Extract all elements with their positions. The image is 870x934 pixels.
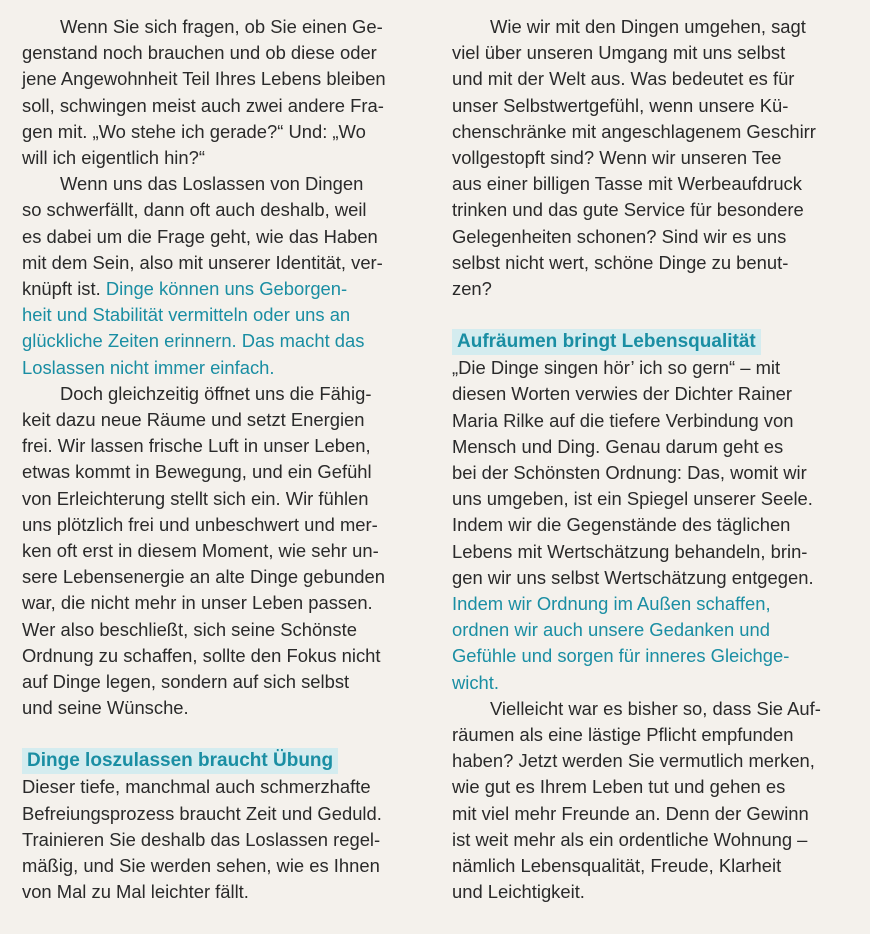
text-line: von Erleichterung stellt sich ein. Wir fühlen bbox=[22, 487, 369, 509]
text-line: zen? bbox=[452, 278, 492, 300]
paragraph bbox=[22, 14, 422, 171]
paragraph bbox=[22, 381, 422, 722]
paragraph bbox=[22, 171, 422, 381]
text-line: ken oft erst in diesem Moment, wie sehr un- bbox=[22, 540, 379, 562]
text-line: so schwerfällt, dann oft auch deshalb, weil bbox=[22, 199, 367, 221]
text-line: nämlich Lebensqualität, Freude, Klarheit bbox=[452, 855, 782, 877]
section-heading: Dinge loszulassen braucht Übung bbox=[22, 748, 338, 774]
text-line: unser Selbstwertgefühl, wenn unsere Kü- bbox=[452, 94, 789, 116]
text-line: gen wir uns selbst Wertschätzung entgegen. bbox=[452, 566, 814, 588]
highlight-line: heit und Stabilität vermitteln oder uns an bbox=[22, 304, 351, 326]
text-line: uns plötzlich frei und unbeschwert und mer- bbox=[22, 513, 378, 535]
spacer bbox=[22, 721, 422, 747]
text-line: Wenn uns das Loslassen von Dingen bbox=[60, 173, 364, 195]
text-line: Trainieren Sie deshalb das Loslassen regel- bbox=[22, 828, 381, 850]
left-column bbox=[22, 14, 422, 906]
text-line: und Leichtigkeit. bbox=[452, 881, 585, 903]
text-line: trinken und das gute Service für besondere bbox=[452, 199, 804, 221]
text-line: Doch gleichzeitig öffnet uns die Fähig- bbox=[60, 382, 372, 404]
text-line: und mit der Welt aus. Was bedeutet es für bbox=[452, 68, 795, 90]
text-line: gen mit. „Wo stehe ich gerade?“ Und: „Wo bbox=[22, 120, 366, 142]
text-line: keit dazu neue Räume und setzt Energien bbox=[22, 409, 365, 431]
text-line: jene Angewohnheit Teil Ihres Lebens bleiben bbox=[22, 68, 386, 90]
highlight-line: glückliche Zeiten erinnern. Das macht das bbox=[22, 330, 365, 352]
text-line: mäßig, und Sie werden sehen, wie es Ihnen bbox=[22, 855, 380, 877]
paragraph bbox=[452, 696, 850, 906]
text-line: „Die Dinge singen hör’ ich so gern“ – mit bbox=[452, 357, 781, 379]
text-line: frei. Wir lassen frische Luft in unser Leben, bbox=[22, 435, 371, 457]
highlight-line: Gefühle und sorgen für inneres Gleichge- bbox=[452, 645, 790, 667]
right-column bbox=[452, 14, 850, 906]
text-line: auf Dinge legen, sondern auf sich selbst bbox=[22, 671, 350, 693]
text-line: Lebens mit Wertschätzung behandeln, brin- bbox=[452, 540, 808, 562]
text-line: diesen Worten verwies der Dichter Rainer bbox=[452, 383, 793, 405]
text-line: Gelegenheiten schonen? Sind wir es uns bbox=[452, 225, 787, 247]
section-heading: Aufräumen bringt Lebensqualität bbox=[452, 329, 761, 355]
highlight-text: Dinge können uns Geborgen- bbox=[105, 278, 348, 300]
text-line: es dabei um die Frage geht, wie das Haben bbox=[22, 225, 378, 247]
text-line: will ich eigentlich hin?“ bbox=[22, 147, 205, 169]
paragraph bbox=[452, 14, 850, 302]
text-line: Befreiungsprozess braucht Zeit und Geduld. bbox=[22, 802, 382, 824]
text-line: wie gut es Ihrem Leben tut und gehen es bbox=[452, 776, 786, 798]
text-line: mit dem Sein, also mit unserer Identität, ver- bbox=[22, 251, 383, 273]
text-line: Wenn Sie sich fragen, ob Sie einen Ge- bbox=[60, 16, 383, 37]
text-line: ist weit mehr als ein ordentliche Wohnung – bbox=[452, 828, 808, 850]
paragraph bbox=[452, 355, 850, 696]
text-line: selbst nicht wert, schöne Dinge zu benut- bbox=[452, 251, 789, 273]
text-line: war, die nicht mehr in unser Leben passen. bbox=[22, 592, 373, 614]
text-line: Wer also beschließt, sich seine Schönste bbox=[22, 618, 357, 640]
spacer bbox=[452, 302, 850, 328]
text-line: mit viel mehr Freunde an. Denn der Gewinn bbox=[452, 802, 809, 824]
text-line: soll, schwingen meist auch zwei andere Fra- bbox=[22, 94, 384, 116]
text-line: viel über unseren Umgang mit uns selbst bbox=[452, 42, 786, 64]
text-line: chenschränke mit angeschlagenem Geschirr bbox=[452, 120, 816, 142]
text-line: Indem wir die Gegenstände des täglichen bbox=[452, 514, 791, 536]
highlight-line: ordnen wir auch unsere Gedanken und bbox=[452, 619, 770, 641]
highlight-line: Loslassen nicht immer einfach. bbox=[22, 356, 275, 378]
text-line: genstand noch brauchen und ob diese oder bbox=[22, 42, 377, 64]
text-fragment: knüpft ist. bbox=[22, 278, 101, 300]
text-line: Ordnung zu schaffen, sollte den Fokus nicht bbox=[22, 644, 381, 666]
text-line: von Mal zu Mal leichter fällt. bbox=[22, 881, 249, 903]
paragraph bbox=[22, 774, 422, 905]
text-line: Dieser tiefe, manchmal auch schmerzhafte bbox=[22, 776, 371, 798]
text-line: Mensch und Ding. Genau darum geht es bbox=[452, 435, 784, 457]
text-line: räumen als eine lästige Pflicht empfunden bbox=[452, 724, 794, 746]
text-line bbox=[22, 276, 422, 302]
text-line: Vielleicht war es bisher so, dass Sie Auf- bbox=[490, 697, 821, 719]
text-line: und seine Wünsche. bbox=[22, 697, 189, 719]
text-line: Wie wir mit den Dingen umgehen, sagt bbox=[490, 16, 806, 37]
text-line: bei der Schönsten Ordnung: Das, womit wir bbox=[452, 462, 807, 484]
highlight-line: Indem wir Ordnung im Außen schaffen, bbox=[452, 593, 771, 615]
text-line: Maria Rilke auf die tiefere Verbindung von bbox=[452, 409, 794, 431]
text-line: aus einer billigen Tasse mit Werbeaufdruck bbox=[452, 173, 802, 195]
text-line: uns umgeben, ist ein Spiegel unserer Seele. bbox=[452, 488, 813, 510]
text-line: vollgestopft sind? Wenn wir unseren Tee bbox=[452, 147, 782, 169]
text-line: haben? Jetzt werden Sie vermutlich merken, bbox=[452, 750, 815, 772]
text-line: etwas kommt in Bewegung, und ein Gefühl bbox=[22, 461, 372, 483]
highlight-line: wicht. bbox=[452, 671, 500, 693]
text-line: sere Lebensenergie an alte Dinge gebunden bbox=[22, 566, 385, 588]
